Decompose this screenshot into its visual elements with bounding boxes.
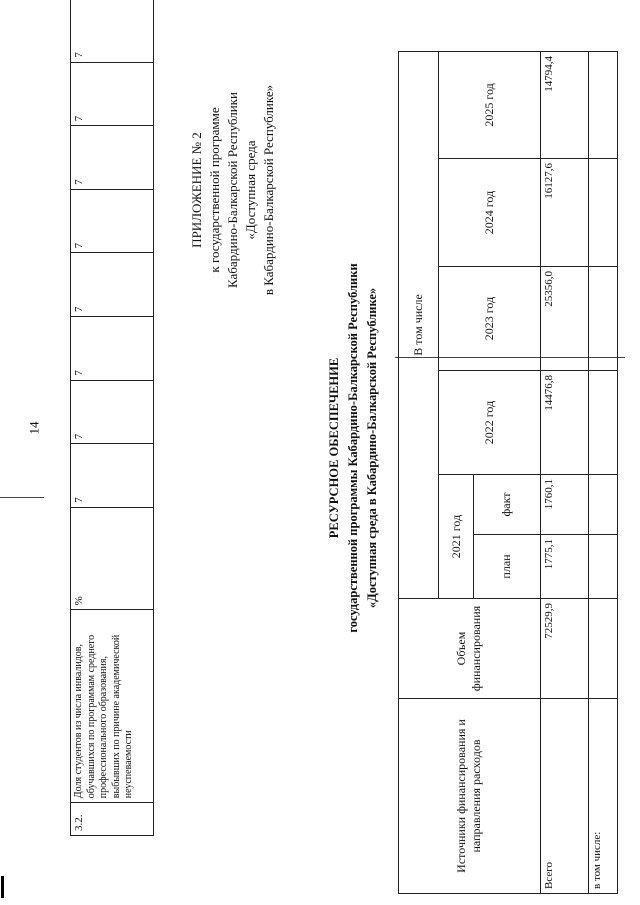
row-number: 3.2. <box>71 803 154 836</box>
header-2025: 2025 год <box>438 51 540 158</box>
table-row <box>589 51 618 893</box>
header-2023: 2023 год <box>438 267 540 371</box>
resource-table-wrap <box>398 51 618 894</box>
cell-2023: 25356,0 <box>540 267 589 371</box>
appendix-line: в Кабардино-Балкарской Республике» <box>261 84 276 296</box>
cell-2024: 16127,6 <box>540 159 589 267</box>
cell-plan <box>589 535 618 599</box>
cell-2024 <box>589 159 618 267</box>
top-table-wrap <box>70 0 154 878</box>
scan-edge-mark <box>1 876 4 898</box>
header-including: В том числе <box>399 51 439 598</box>
appendix-line: к государственной программе <box>207 107 222 273</box>
value-cell: 7 <box>71 189 154 253</box>
value-cell: 7 <box>71 62 154 126</box>
cell-2025: 14794,4 <box>540 51 589 158</box>
resource-table <box>398 51 618 894</box>
cell-volume: 72529,9 <box>540 599 589 699</box>
cell-2022: 14476,8 <box>540 371 589 475</box>
cell-volume <box>589 599 618 699</box>
heading-line: «Доступная среда в Кабардино-Балкарской Республике» <box>365 287 379 609</box>
heading-title: РЕСУРСНОЕ ОБЕСПЕЧЕНИЕ <box>327 357 341 539</box>
value-cell: 7 <box>71 444 154 508</box>
appendix-title: ПРИЛОЖЕНИЕ № 2 <box>189 132 204 248</box>
value-cell: 7 <box>71 0 154 62</box>
appendix-block <box>188 70 278 310</box>
indicator-name: Доля студентов из числа инвалидов, обучавшихся по программам среднего профессионального образования, выбывших по причине академической неуспеваемости <box>71 610 154 803</box>
value-cell: 7 <box>71 253 154 317</box>
row-label: Всего <box>540 699 589 894</box>
header-fact: факт <box>474 475 540 535</box>
appendix-line: Кабардино-Балкарской Республики <box>225 92 240 288</box>
unit: % <box>71 507 154 610</box>
header-2022: 2022 год <box>438 371 540 475</box>
table-row <box>540 51 589 893</box>
header-volume: Объем финансирования <box>399 599 541 699</box>
value-cell: 7 <box>71 317 154 381</box>
cell-2023 <box>589 267 618 371</box>
cell-fact <box>589 475 618 535</box>
header-2021: 2021 год <box>438 475 473 599</box>
header-sources: Источники финансирования и направления расходов <box>399 699 541 894</box>
cell-plan: 1775,1 <box>540 535 589 599</box>
value-cell: 7 <box>71 380 154 444</box>
appendix-line: «Доступная среда <box>243 140 258 240</box>
table-row <box>71 0 154 836</box>
scan-line-bottom <box>0 497 44 498</box>
heading-line: государственной программы Кабардино-Балкарской Республики <box>346 263 360 633</box>
row-label: в том числе: <box>589 699 618 894</box>
cell-fact: 1760,1 <box>540 475 589 535</box>
heading-block <box>325 228 382 668</box>
header-2024: 2024 год <box>438 159 540 267</box>
value-cell: 7 <box>71 126 154 190</box>
indicator-table <box>70 0 154 836</box>
page-number: 14 <box>26 421 42 435</box>
cell-2025 <box>589 51 618 158</box>
cell-2022 <box>589 371 618 475</box>
header-plan: план <box>474 535 540 599</box>
table-header-row <box>399 51 439 893</box>
